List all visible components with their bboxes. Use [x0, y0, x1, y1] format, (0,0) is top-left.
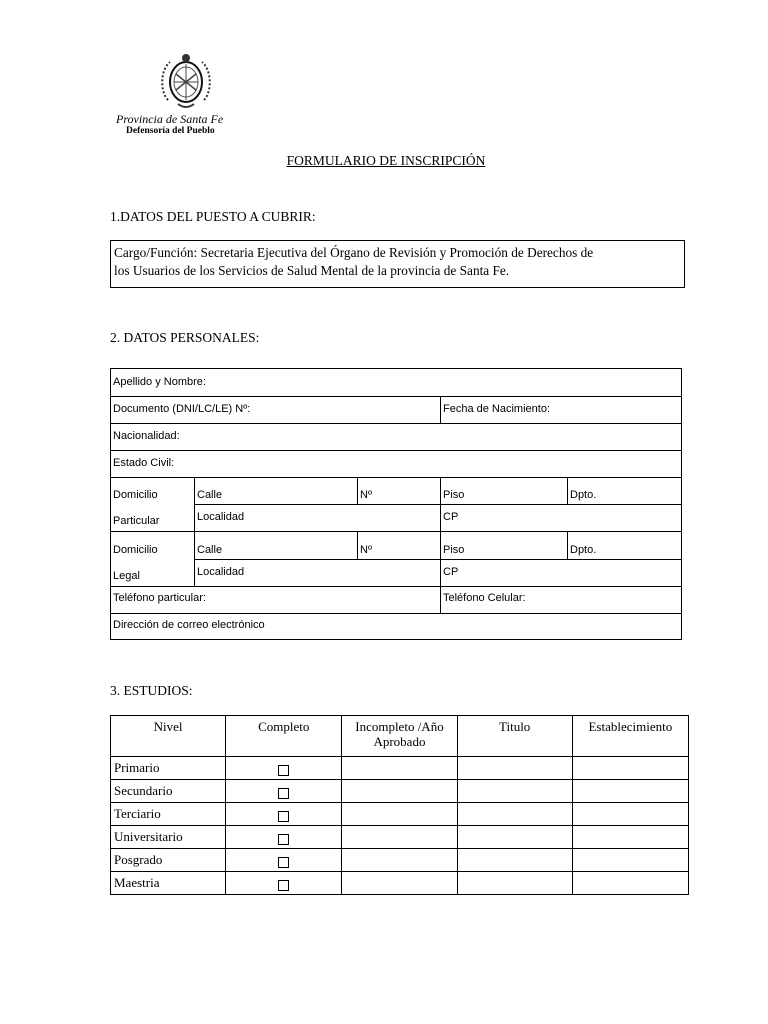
completo-checkbox[interactable]: [278, 788, 289, 799]
label-apellido: Apellido y Nombre:: [113, 376, 206, 388]
label-cp-legal: CP: [443, 566, 459, 578]
label-localidad-legal: Localidad: [197, 566, 245, 578]
completo-checkbox[interactable]: [278, 834, 289, 845]
section-3-title: 3. ESTUDIOS:: [110, 683, 193, 698]
studies-header-row: [111, 716, 689, 757]
table-row: [111, 757, 689, 780]
label-piso-particular: Piso: [443, 489, 465, 501]
label-numero-legal: Nº: [360, 544, 372, 556]
header-incompleto: Incompleto /Año Aprobado: [342, 716, 457, 757]
section-1-title: 1.DATOS DEL PUESTO A CUBRIR:: [110, 209, 316, 224]
label-calle-legal: Calle: [197, 544, 223, 556]
section-2-title: 2. DATOS PERSONALES:: [110, 330, 260, 345]
coat-of-arms-logo: [158, 52, 214, 112]
header-titulo: Titulo: [457, 716, 572, 757]
personal-data-form: [110, 368, 682, 640]
cargo-line-1: Cargo/Función: Secretaria Ejecutiva del Órgano de Revisión y Promoción de Derechos de: [114, 245, 594, 260]
table-row: [111, 803, 689, 826]
completo-checkbox[interactable]: [278, 765, 289, 776]
completo-checkbox[interactable]: [278, 857, 289, 868]
label-documento: Documento (DNI/LC/LE) Nº:: [113, 403, 251, 415]
label-numero-particular: Nº: [360, 489, 372, 501]
table-row: [111, 780, 689, 803]
label-domicilio-legal: Domicilio: [113, 544, 158, 556]
label-email: Dirección de correo electrónico: [113, 619, 265, 631]
completo-checkbox[interactable]: [278, 880, 289, 891]
completo-checkbox[interactable]: [278, 811, 289, 822]
label-telefono-particular: Teléfono particular:: [113, 592, 206, 604]
label-dpto-particular: Dpto.: [570, 489, 597, 501]
table-row: [111, 872, 689, 895]
label-particular: Particular: [113, 515, 160, 527]
level-label: Universitario: [111, 826, 226, 849]
cargo-box: [110, 240, 685, 288]
label-calle-particular: Calle: [197, 489, 223, 501]
header-completo: Completo: [226, 716, 342, 757]
label-fecha-nacimiento: Fecha de Nacimiento:: [443, 403, 550, 415]
label-piso-legal: Piso: [443, 544, 465, 556]
label-domicilio-particular: Domicilio: [113, 489, 158, 501]
label-cp-particular: CP: [443, 511, 459, 523]
level-label: Secundario: [111, 780, 226, 803]
level-label: Primario: [111, 757, 226, 780]
cargo-line-2: los Usuarios de los Servicios de Salud Mental de la provincia de Santa Fe.: [114, 263, 510, 278]
level-label: Maestria: [111, 872, 226, 895]
level-label: Terciario: [111, 803, 226, 826]
label-nacionalidad: Nacionalidad:: [113, 430, 180, 442]
office-name: Defensoría del Pueblo: [126, 126, 215, 136]
table-row: [111, 826, 689, 849]
label-legal: Legal: [113, 570, 140, 582]
header-establecimiento: Establecimiento: [572, 716, 688, 757]
label-dpto-legal: Dpto.: [570, 544, 597, 556]
form-title: FORMULARIO DE INSCRIPCIÓN: [286, 153, 486, 168]
province-name: Provincia de Santa Fe: [116, 112, 224, 126]
label-localidad-particular: Localidad: [197, 511, 245, 523]
level-label: Posgrado: [111, 849, 226, 872]
label-telefono-celular: Teléfono Celular:: [443, 592, 526, 604]
header-nivel: Nivel: [111, 716, 226, 757]
table-row: [111, 849, 689, 872]
label-estado-civil: Estado Civil:: [113, 457, 175, 469]
studies-table: [110, 715, 689, 895]
